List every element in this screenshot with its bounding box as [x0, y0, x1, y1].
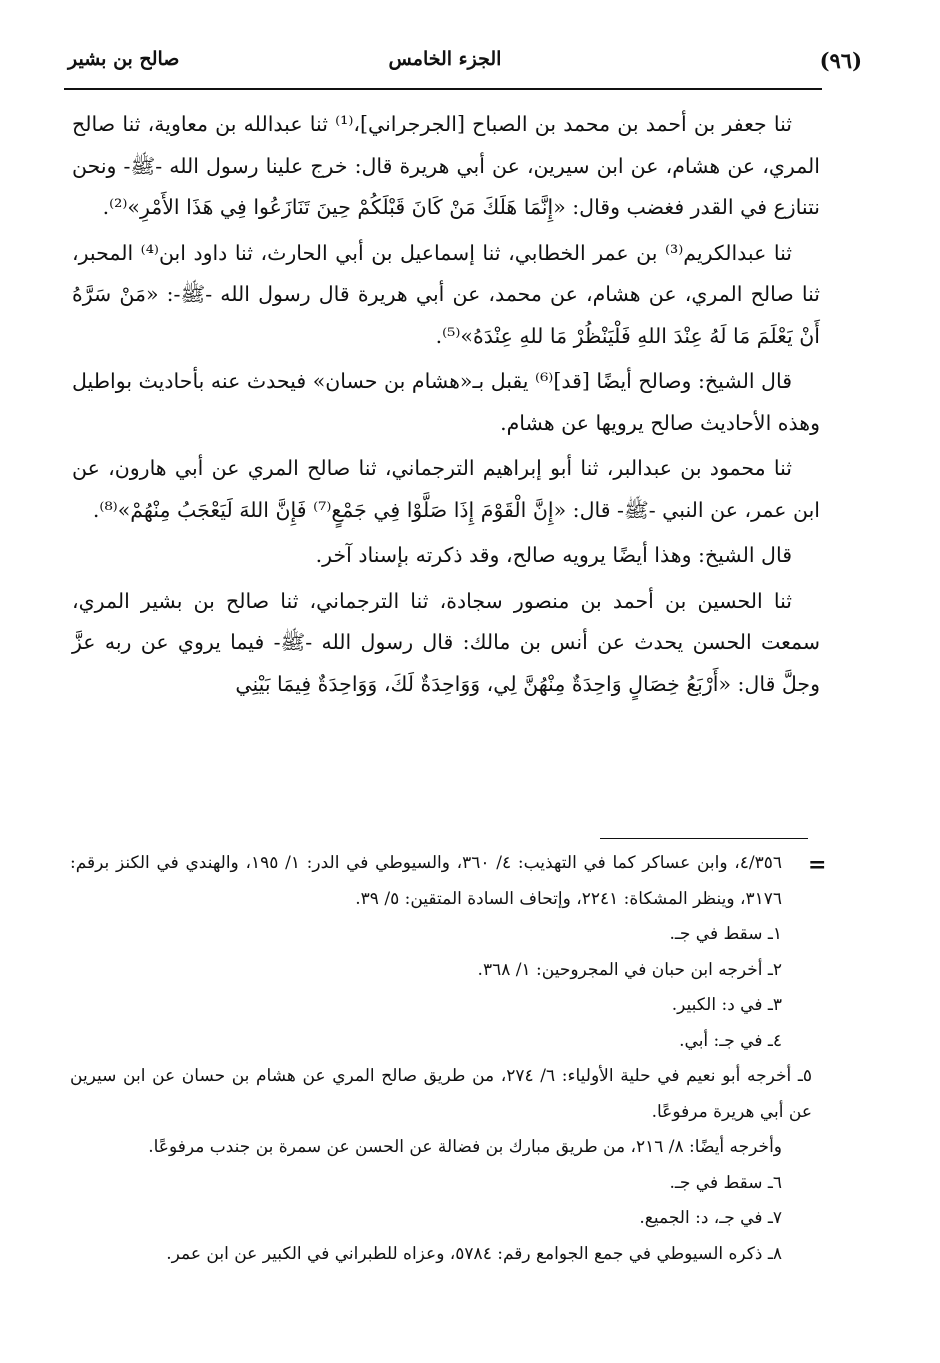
- footnote: ٣ـ في د: الكبير.: [671, 995, 782, 1015]
- footnote-continuation: ٤/٣٥٦، وابن عساكر كما في التهذيب: ٤/ ٣٦٠، والسيوطي في الدر: ١/ ١٩٥، والهندي في الكنز برقم: ٣١٧٦، وينظر المشكاة: ٢٢٤١، وإتحاف السادة المتقين: ٥/ ٣٩.: [70, 853, 782, 909]
- footnote: ٤ـ في جـ: أبي.: [679, 1030, 782, 1051]
- running-head-part: الجزء الخامس: [388, 48, 502, 70]
- footnote: ٢ـ أخرجه ابن حبان في المجروحين: ١/ ٣٦٨.: [477, 959, 782, 980]
- page-number: (٩٦): [819, 48, 862, 73]
- footnotes: [70, 846, 812, 1272]
- paragraph: ثنا عبدالكريم⁽³⁾ بن عمر الخطابي، ثنا إسماعيل بن أبي الحارث، ثنا داود ابن⁽⁴⁾ المحبر، ثنا صالح المري، عن هشام، عن محمد، عن أبي هريرة قال رسول الله -ﷺ-: «مَنْ سَرَّهُ أَنْ يَعْلَمَ مَا لَهُ عِنْدَ اللهِ فَلْيَنْظُرْ مَا للهِ عِنْدَهُ»⁽⁵⁾.: [72, 240, 820, 348]
- footnote: ٧ـ في جـ، د: الجميع.: [639, 1208, 782, 1228]
- paragraph: قال الشيخ: وهذا أيضًا يرويه صالح، وقد ذكرته بإسناد آخر.: [315, 543, 792, 567]
- paragraph: ثنا الحسين بن أحمد بن منصور سجادة، ثنا الترجماني، ثنا صالح بن بشير المري، سمعت الحسن يحدث عن أنس بن مالك: قال رسول الله -ﷺ- فيما يروي عن ربه عزَّ وجلَّ قال: «أَرْبَعُ خِصَالٍ وَاحِدَةٌ مِنْهُنَّ لِي، وَوَاحِدَةٌ لَكَ، وَوَاحِدَةٌ فِيمَا بَيْنِي: [72, 588, 820, 696]
- footnote-continuation-mark: =: [808, 852, 827, 878]
- footnote: ٨ـ ذكره السيوطي في جمع الجوامع رقم: ٥٧٨٤، وعزاه للطبراني في الكبير عن ابن عمر.: [166, 1243, 782, 1264]
- footnote: وأخرجه أيضًا: ٨/ ٢١٦، من طريق مبارك بن فضالة عن الحسن عن سمرة بن جندب مرفوعًا.: [148, 1137, 782, 1157]
- running-head-author: صالح بن بشير: [68, 48, 180, 70]
- paragraph: ثنا جعفر بن أحمد بن محمد بن الصباح [الجرجراني]،⁽¹⁾ ثنا عبدالله بن معاوية، ثنا صالح المري، عن هشام، عن ابن سيرين، عن أبي هريرة قال: خرج علينا رسول الله -ﷺ- ونحن نتنازع في القدر فغضب وقال: «إِنَّمَا هَلَكَ مَنْ كَانَ قَبْلَكُمْ حِينَ تَنَازَعُوا فِي هَذَا الأَمْرِ»⁽²⁾.: [72, 112, 820, 219]
- footnote: ١ـ سقط في جـ.: [669, 924, 782, 944]
- footnote-rule: [600, 838, 808, 839]
- footnote: ٦ـ سقط في جـ.: [669, 1172, 782, 1193]
- paragraph: ثنا محمود بن عبدالبر، ثنا أبو إبراهيم الترجماني، ثنا صالح المري عن أبي هارون، عن ابن عمر، عن النبي -ﷺ- قال: «إِنَّ الْقَوْمَ إِذَا صَلَّوْا فِي جَمْعٍ⁽⁷⁾ فَإِنَّ اللهَ لَيَعْجَبُ مِنْهُمْ»⁽⁸⁾.: [72, 456, 820, 522]
- main-text: [72, 104, 820, 709]
- paragraph: قال الشيخ: وصالح أيضًا [قد]⁽⁶⁾ يقبل بـ«هشام بن حسان» فيحدث عنه بأحاديث بواطيل وهذه الأحاديث صالح يرويها عن هشام.: [72, 369, 820, 435]
- header-rule: [64, 88, 822, 90]
- page-header: [68, 40, 862, 88]
- footnote: ٥ـ أخرجه أبو نعيم في حلية الأولياء: ٦/ ٢٧٤، من طريق صالح المري عن هشام بن حسان عن ابن سيرين عن أبي هريرة مرفوعًا.: [70, 1066, 812, 1122]
